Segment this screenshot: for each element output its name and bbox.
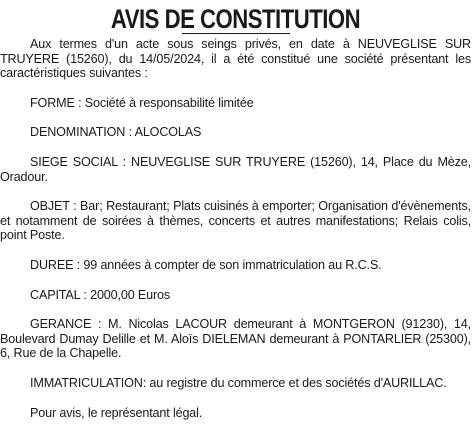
duration-paragraph: DUREE : 99 années à compter de son immatriculation au R.C.S. [30,257,382,272]
object-paragraph: OBJET : Bar; Restaurant; Plats cuisinés à emporter; Organisation d'évènements, et notamment de soirées à thèmes, concerts et autres manifestations; Relais colis, point Poste. [0,199,471,243]
management-paragraph: GERANCE : M. Nicolas LACOUR demeurant à MONTGERON (91230), 14, Boulevard Dumay Delille et M. Aloïs DIELEMAN demeurant à PONTARLIER (25300), 6, Rue de la Chapelle. [0,317,471,361]
registration-paragraph: IMMATRICULATION: au registre du commerce et des sociétés d'AURILLAC. [30,375,447,390]
denomination-paragraph: DENOMINATION : ALOCOLAS [30,125,202,140]
registered-office-paragraph: SIEGE SOCIAL : NEUVEGLISE SUR TRUYERE (15260), 14, Place du Mèze, Oradour. [0,154,471,184]
notice-body [0,37,471,420]
signature-paragraph: Pour avis, le représentant légal. [30,405,203,420]
notice-title: AVIS DE CONSTITUTION [110,4,361,34]
form-paragraph: FORME : Société à responsabilité limitée [30,95,254,110]
capital-paragraph: CAPITAL : 2000,00 Euros [30,287,171,302]
intro-paragraph: Aux termes d'un acte sous seings privés, en date à NEUVEGLISE SUR TRUYERE (15260), du 14/05/2024, il a été constitué une société présentant les caractéristiques suivantes : [0,37,471,81]
